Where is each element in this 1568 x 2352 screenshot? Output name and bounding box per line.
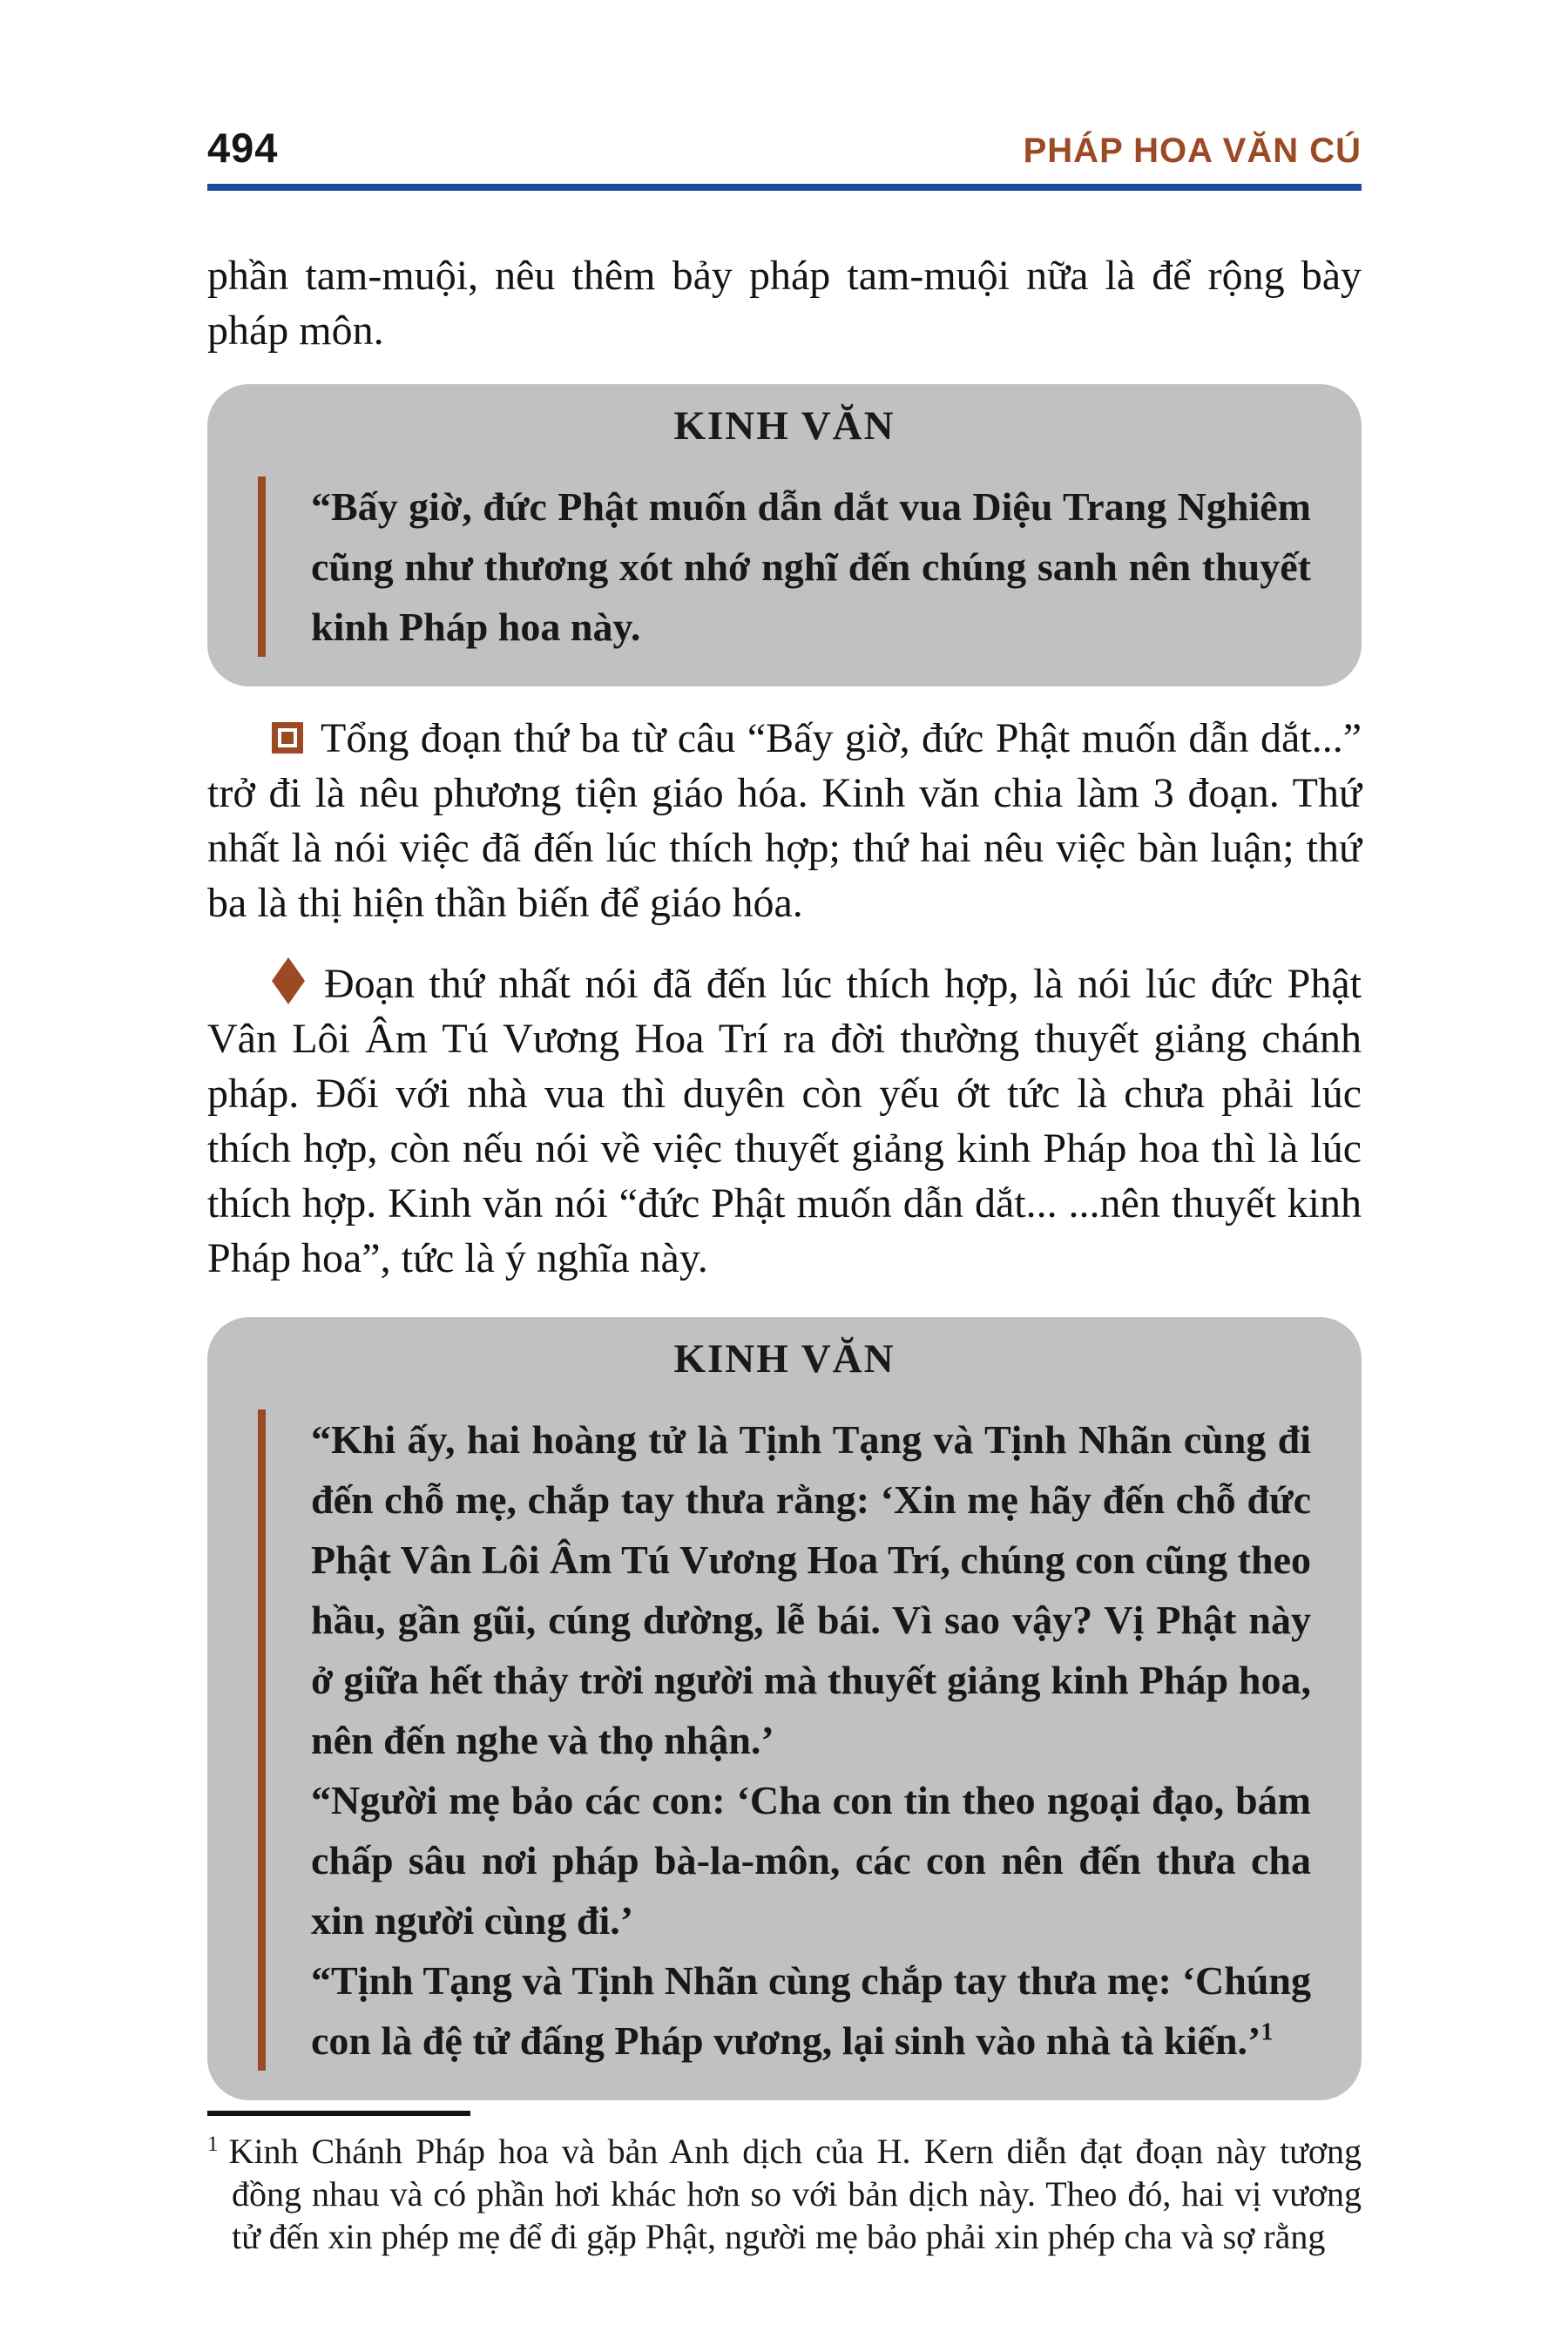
- paragraph-square-text: Tổng đoạn thứ ba từ câu “Bấy giờ, đức Phật muốn dẫn dắt...” trở đi là nêu phương tiện giáo hóa. Kinh văn chia làm 3 đoạn. Thứ nhất là nói việc đã đến lúc thích hợp; thứ hai nêu việc bàn luận; thứ ba là thị hiện thần biến để giáo hóa.: [207, 715, 1362, 926]
- paragraph-diamond: [207, 956, 1362, 1286]
- kinh-van-title: KINH VĂN: [673, 1336, 896, 1382]
- paragraph-intro: phần tam-muội, nêu thêm bảy pháp tam-muội nữa là để rộng bày pháp môn.: [207, 253, 1362, 354]
- quote-text-container: [311, 1409, 1311, 2071]
- footnote-marker: 1: [207, 2132, 219, 2156]
- page-number: 494: [207, 125, 279, 171]
- quote-paragraph: “Người mẹ bảo các con: ‘Cha con tin theo ngoại đạo, bám chấp sâu nơi pháp bà-la-môn, các con nên đến thưa cha xin người cùng đi.’: [311, 1778, 1311, 1943]
- kinh-van-title: KINH VĂN: [673, 403, 896, 449]
- footnote-reference: 1: [1260, 2018, 1274, 2046]
- paragraph-square: [207, 711, 1362, 930]
- quote-bar: [258, 476, 266, 657]
- running-header: [207, 124, 1362, 172]
- running-title: PHÁP HOA VĂN CÚ: [1023, 132, 1362, 170]
- quote-paragraph: [311, 1950, 1311, 2071]
- quote-bar: [258, 1409, 266, 2071]
- header-rule: [207, 184, 1362, 191]
- quote-paragraph-text: “Tịnh Tạng và Tịnh Nhãn cùng chắp tay thưa mẹ: ‘Chúng con là đệ tử đấng Pháp vương, lại sinh vào nhà tà kiến.’: [311, 1958, 1311, 2063]
- kinh-van-box-2: [207, 1317, 1362, 2100]
- quote-paragraph: “Khi ấy, hai hoàng tử là Tịnh Tạng và Tịnh Nhãn cùng đi đến chỗ mẹ, chắp tay thưa rằng: ‘Xin mẹ hãy đến chỗ đức Phật Vân Lôi Âm Tú Vương Hoa Trí, chúng con cũng theo hầu, gần gũi, cúng dường, lễ bái. Vì sao vậy? Vị Phật này ở giữa hết thảy trời người mà thuyết giảng kinh Pháp hoa, nên đến nghe và thọ nhận.’: [311, 1417, 1311, 1762]
- square-bullet-icon: [272, 722, 303, 754]
- kinh-van-box-1: [207, 384, 1362, 686]
- footnote: [207, 2130, 1362, 2258]
- footnote-separator: [207, 2111, 470, 2116]
- paragraph-diamond-text: Đoạn thứ nhất nói đã đến lúc thích hợp, là nói lúc đức Phật Vân Lôi Âm Tú Vương Hoa Trí ra đời thường thuyết giảng chánh pháp. Đối với nhà vua thì duyên còn yếu ớt tức là chưa phải lúc thích hợp, còn nếu nói về việc thuyết giảng kinh Pháp hoa thì là lúc thích hợp. Kinh văn nói “đức Phật muốn dẫn dắt... ...nên thuyết kinh Pháp hoa”, tức là ý nghĩa này.: [207, 961, 1362, 1281]
- quote-text-container: [311, 476, 1311, 657]
- diamond-bullet-icon: [272, 957, 305, 1004]
- footnote-text: Kinh Chánh Pháp hoa và bản Anh dịch của H. Kern diễn đạt đoạn này tương đồng nhau và có phần hơi khác hơn so với bản dịch này. Theo đó, hai vị vương tử đến xin phép mẹ để đi gặp Phật, người mẹ bảo phải xin phép cha và sợ rằng: [228, 2132, 1362, 2256]
- page-content: [207, 0, 1362, 2258]
- quote-paragraph: “Bấy giờ, đức Phật muốn dẫn dắt vua Diệu Trang Nghiêm cũng như thương xót nhớ nghĩ đến chúng sanh nên thuyết kinh Pháp hoa này.: [311, 484, 1311, 649]
- kinh-van-quote-block: [258, 1409, 1311, 2071]
- kinh-van-quote-block: [258, 476, 1311, 657]
- square-bullet-inner: [281, 732, 294, 744]
